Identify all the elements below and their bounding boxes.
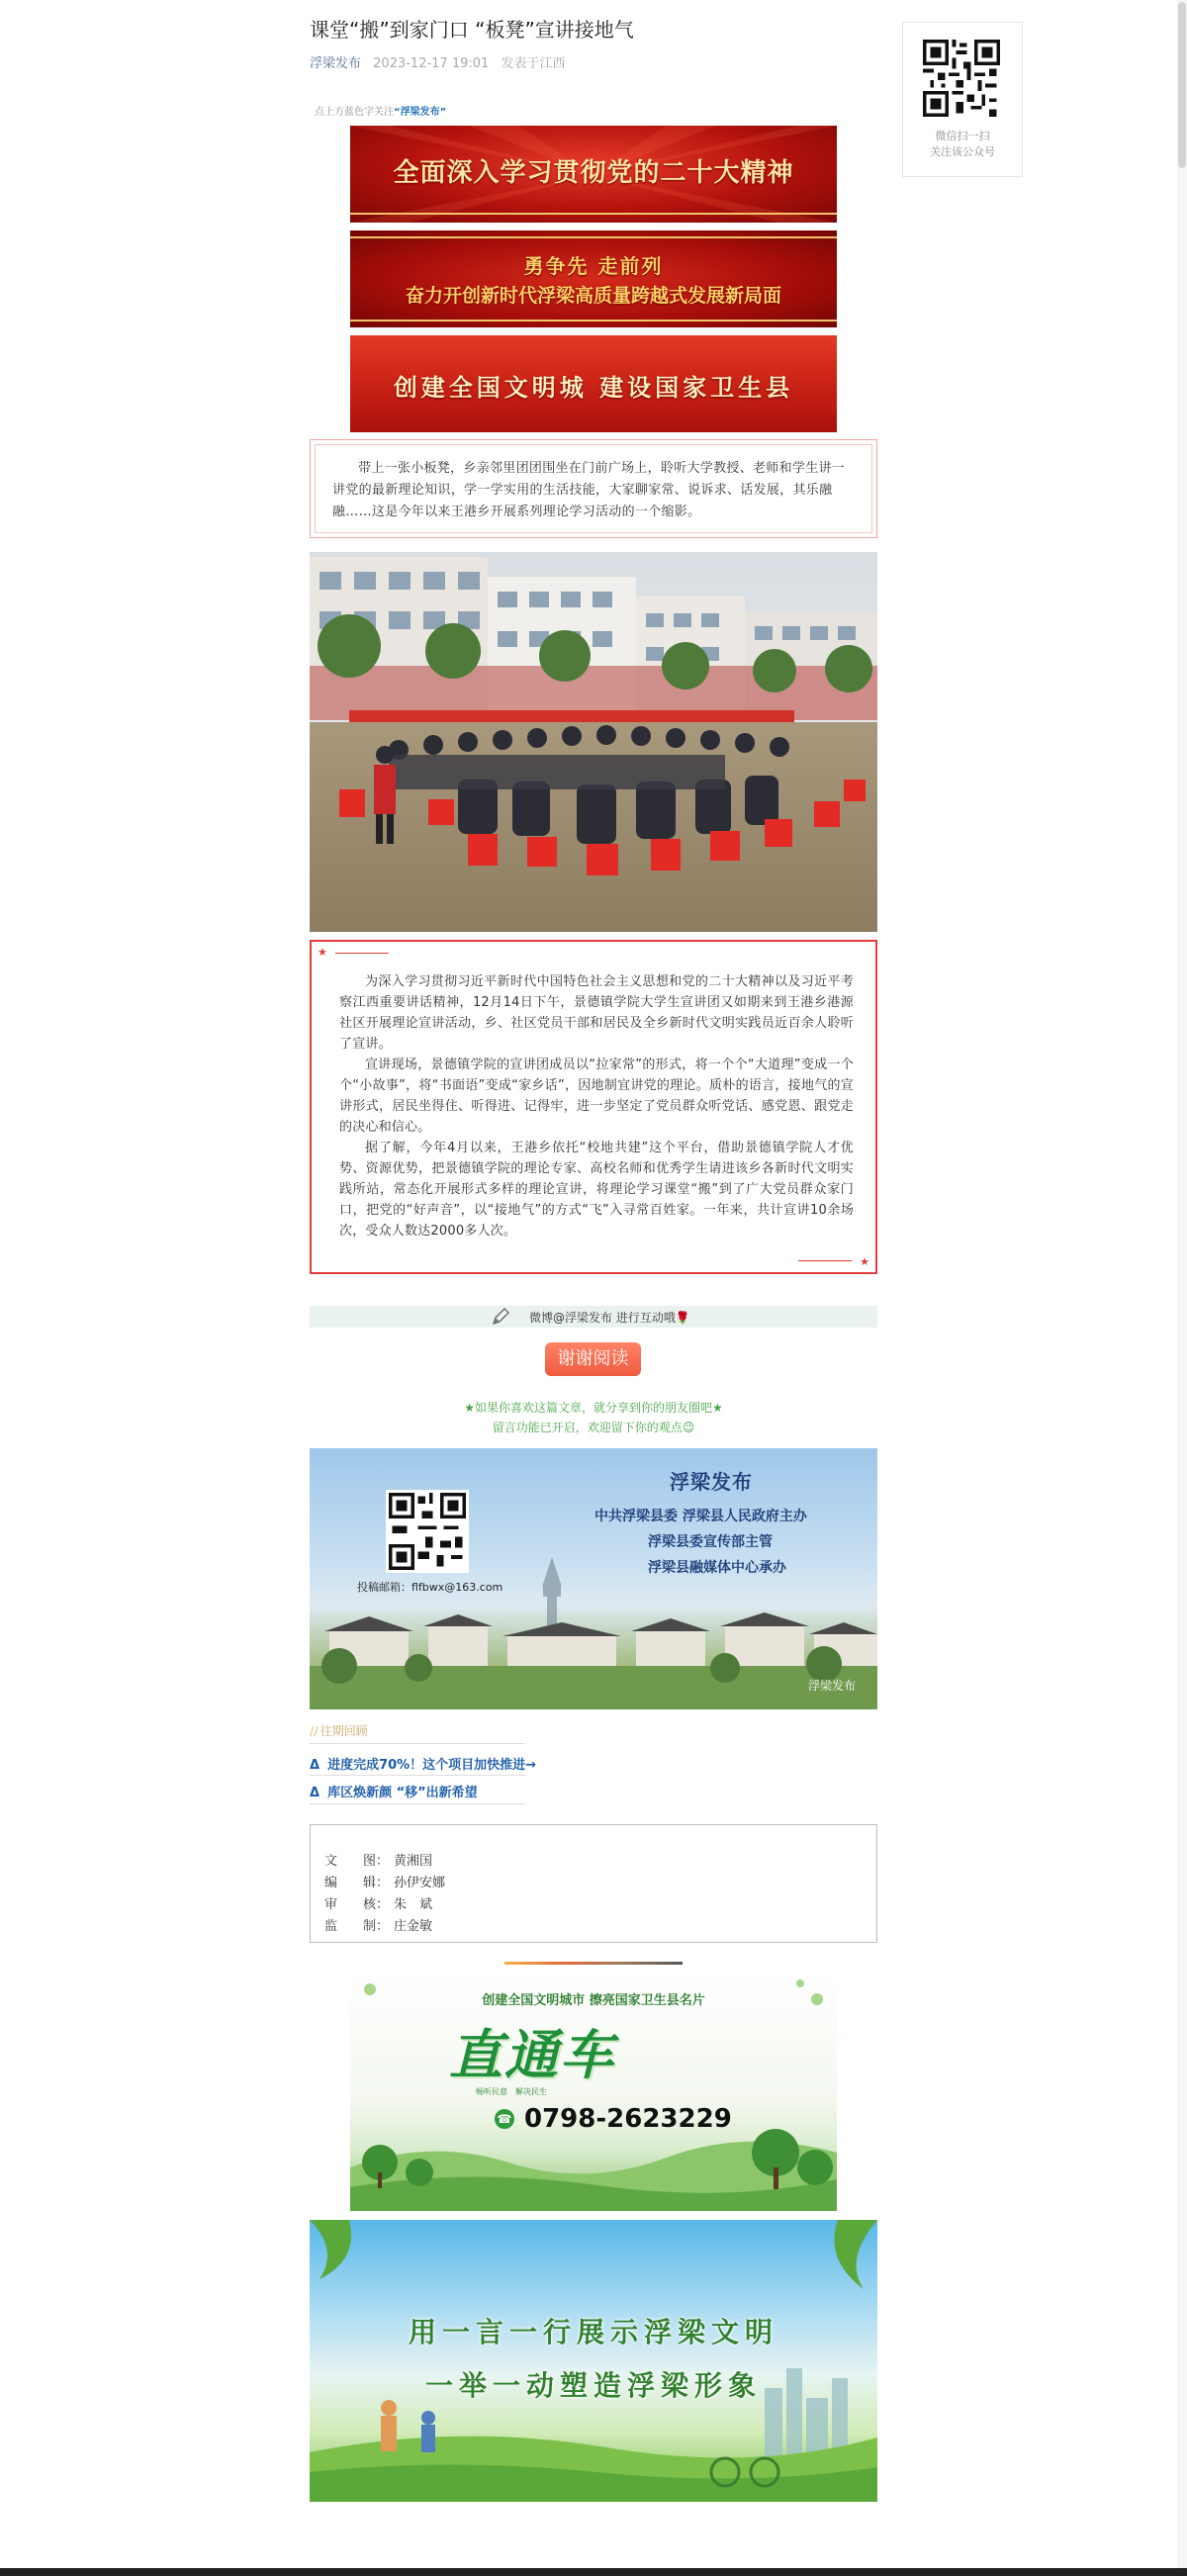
banner2-line1: 勇争先 走前列: [523, 254, 664, 278]
body-paragraph-3: 据了解，今年4月以来，王港乡依托“校地共建”这个平台，借助景德镇学院人才优势、资源优势，把景德镇学院的理论专家、高校名师和优秀学生请进该乡各新时代文明实践所站，常态化开展形式多样的理论宣讲，将理论学习课堂“搬”到了广大党员群众家门口，把党的“好声音”，以“接地气”的方式“飞”入寻常百姓家。一年来，共计宣讲10余场次，受众人数达2000多人次。: [339, 1141, 854, 1239]
decorative-color-strip: [504, 1962, 683, 1965]
qr-code-icon: [923, 40, 1000, 117]
thanks-for-reading-badge: 谢谢阅读: [545, 1342, 641, 1376]
hotline-title: 直通车: [449, 2024, 615, 2086]
qr-caption-line2: 关注该公众号: [930, 145, 995, 158]
credit-value: 黄湘国: [394, 1854, 433, 1869]
past-article-link[interactable]: [310, 1754, 536, 1773]
past-article-label: 库区焕新颜 “移”出新希望: [327, 1786, 478, 1800]
poster-sponsor-line: 中共浮梁县委 浮梁县人民政府主办: [594, 1509, 807, 1524]
credit-key: 监 制：: [324, 1919, 390, 1934]
follow-qr-card: [902, 22, 1023, 177]
civility-poster: [310, 2220, 877, 2502]
past-divider: [310, 1803, 525, 1804]
civility-slogan-2: 一举一动塑造浮梁形象: [424, 2369, 762, 2402]
follow-hint-account[interactable]: “浮梁发布”: [394, 107, 447, 118]
hotline-subtitle: 畅听民意 解决民生: [476, 2087, 547, 2096]
hotline-phone: 0798-2623229: [524, 2104, 732, 2134]
poster-supervisor-line: 浮梁县委宣传部主管: [648, 1534, 773, 1550]
credit-row: [324, 1850, 432, 1869]
share-hint: ★如果你喜欢这篇文章，就分享到你的朋友圈吧★: [464, 1401, 723, 1415]
follow-hint-prefix: 点上方蓝色字关注: [315, 107, 394, 118]
credits-box: [310, 1824, 877, 1943]
comment-hint: 留言功能已开启，欢迎留下你的观点😉: [492, 1421, 695, 1434]
qr-caption-line1: 微信扫一扫: [935, 130, 990, 142]
credit-key: 编 辑：: [324, 1876, 390, 1890]
scrollbar-track[interactable]: [1177, 0, 1187, 2576]
body-paragraph-2: 宣讲现场，景德镇学院的宣讲团成员以“拉家常”的形式，将一个个“大道理”变成一个个“小故事”，将“书面语”变成“家乡话”，因地制宜讲党的理论。质朴的语言，接地气的宣讲形式，居民坐得住、听得进、记得牢，进一步坚定了党员群众听党话、感党恩、跟党走的决心和信心。: [339, 1058, 854, 1135]
weibo-interaction-bar: [310, 1306, 877, 1328]
credit-value: 庄金敏: [394, 1919, 433, 1934]
past-divider: [310, 1775, 525, 1776]
weibo-text: 微博@浮梁发布 进行互动哦🌹: [529, 1311, 690, 1325]
banner1-text: 全面深入学习贯彻党的二十大精神: [393, 158, 794, 188]
civility-scenery: [310, 2220, 877, 2502]
star-ornament-icon: ★: [318, 946, 327, 959]
past-heading-text: 往期回顾: [320, 1724, 368, 1738]
fuliang-media-poster: [310, 1448, 877, 1709]
intro-box: [310, 439, 877, 538]
banner-gold-line-top: [350, 236, 837, 238]
publish-datetime: 2023-12-17 19:01: [373, 56, 490, 71]
bottom-edge: [0, 2568, 1187, 2576]
credit-value: 孙伊安娜: [394, 1876, 446, 1890]
banner-study-spirit: [350, 126, 837, 223]
past-divider: [310, 1743, 525, 1744]
civility-slogan-1: 用一言一行展示浮梁文明: [408, 2316, 778, 2348]
hotline-top-slogan: 创建全国文明城市 擦亮国家卫生县名片: [482, 1993, 705, 2008]
frame-ornament-line: [798, 1260, 852, 1261]
credit-key: 文 图：: [324, 1854, 390, 1869]
follow-hint: [315, 103, 446, 118]
banner2-line2: 奋力开创新时代浮梁高质量跨越式发展新局面: [405, 285, 781, 307]
banner3-text: 创建全国文明城 建设国家卫生县: [393, 374, 794, 402]
past-article-link[interactable]: [310, 1782, 478, 1800]
article-body-box: [310, 940, 877, 1274]
intro-paragraph: 带上一张小板凳，乡亲邻里团团围坐在门前广场上，聆听大学教授、老师和学生讲一讲党的最新理论知识，学一学实用的生活技能，大家聊家常、说诉求、话发展，其乐融融……这是今年以来王港乡开展系列理论学习活动的一个缩影。: [332, 461, 846, 519]
past-article-label: 进度完成70%！这个项目加快推进→: [327, 1758, 537, 1773]
article-meta: [310, 52, 565, 71]
delta-icon: Δ: [310, 1786, 320, 1800]
poster-email: 投稿邮箱：flfbwx@163.com: [357, 1581, 503, 1594]
scrollbar-thumb[interactable]: [1178, 2, 1186, 168]
banner-gold-line: [350, 213, 837, 215]
event-photo: [310, 552, 877, 932]
poster-qr-code-icon: [386, 1490, 469, 1573]
phone-icon: ☎: [495, 2109, 514, 2129]
credit-key: 审 核：: [324, 1897, 390, 1912]
banner-gold-line-bottom: [350, 320, 837, 322]
banner-forge-ahead: [350, 230, 837, 327]
event-photo-image: [310, 552, 877, 932]
credit-row: [324, 1893, 432, 1912]
star-ornament-icon: ★: [860, 1255, 869, 1268]
hotline-poster: [350, 1970, 837, 2211]
account-link[interactable]: 浮梁发布: [310, 56, 362, 71]
past-articles-heading: [310, 1722, 368, 1739]
heading-slash-icon: //: [310, 1724, 319, 1738]
credit-value: 朱 斌: [394, 1897, 433, 1912]
frame-ornament-line: [335, 953, 389, 954]
delta-icon: Δ: [310, 1758, 320, 1773]
banner-civilized-city: [350, 335, 837, 432]
credit-row: [324, 1872, 445, 1890]
credit-row: [324, 1915, 432, 1934]
body-paragraph-1: 为深入学习贯彻习近平新时代中国特色社会主义思想和党的二十大精神以及习近平考察江西重要讲话精神，12月14日下午，景德镇学院大学生宣讲团又如期来到王港乡港源社区开展理论宣讲活动，乡、社区党员干部和居民及全乡新时代文明实践员近百余人聆听了宣讲。: [339, 974, 854, 1052]
publish-location: 发表于江西: [501, 56, 566, 71]
poster-watermark: 浮梁发布: [807, 1679, 856, 1693]
article-title: 课堂“搬”到家门口 “板凳”宣讲接地气: [310, 18, 634, 42]
pencil-icon: [491, 1307, 510, 1327]
poster-brand: 浮梁发布: [670, 1470, 753, 1494]
poster-organizer-line: 浮梁县融媒体中心承办: [648, 1560, 786, 1576]
